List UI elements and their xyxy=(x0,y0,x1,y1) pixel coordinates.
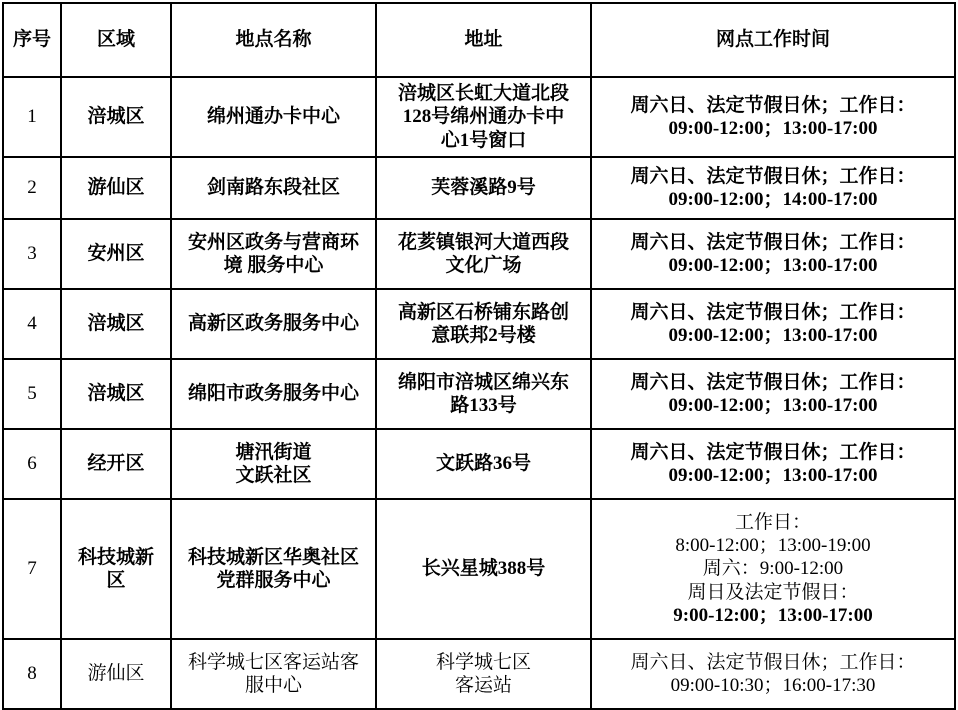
cell-address xyxy=(376,157,591,219)
hours-line: 周六：9:00-12:00 xyxy=(702,558,844,580)
area-line: 科技城新 xyxy=(77,546,154,568)
cell-area: 经开区 xyxy=(61,429,171,499)
service-locations-table xyxy=(2,2,956,710)
cell-seq: 6 xyxy=(3,429,61,499)
table-header xyxy=(3,3,955,77)
cell-seq: 4 xyxy=(3,289,61,359)
hours-line: 周六日、法定节假日休；工作日： xyxy=(630,94,916,116)
cell-location-name xyxy=(171,639,376,709)
hours-line: 09:00-12:00；13:00-17:00 xyxy=(668,255,878,276)
table-row xyxy=(3,77,955,157)
address-line: 心1号窗口 xyxy=(440,129,527,151)
cell-area: 游仙区 xyxy=(61,157,171,219)
cell-address xyxy=(376,289,591,359)
cell-address xyxy=(376,77,591,157)
cell-address xyxy=(376,499,591,639)
location-name-line: 科学城七区客运站客 xyxy=(187,651,359,673)
location-name-line: 塘汛街道 xyxy=(235,441,312,463)
cell-location-name: 高新区政务服务中心 xyxy=(171,289,376,359)
address-line: 长兴星城388号 xyxy=(421,558,546,580)
column-header-area: 区域 xyxy=(61,3,171,77)
cell-location-name: 绵州通办卡中心 xyxy=(171,77,376,157)
address-line: 路133号 xyxy=(450,395,517,416)
address-line: 科学城七区 xyxy=(435,651,531,673)
cell-address xyxy=(376,219,591,289)
column-header-location-name: 地点名称 xyxy=(171,3,376,77)
cell-location-name xyxy=(171,499,376,639)
table-header-row xyxy=(3,3,955,77)
hours-line: 周六日、法定节假日休；工作日： xyxy=(630,231,916,253)
hours-line: 周六日、法定节假日休；工作日： xyxy=(630,371,916,393)
cell-area: 涪城区 xyxy=(61,359,171,429)
cell-hours xyxy=(591,219,955,289)
cell-seq: 3 xyxy=(3,219,61,289)
cell-seq: 1 xyxy=(3,77,61,157)
hours-line: 09:00-12:00；13:00-17:00 xyxy=(668,395,878,416)
cell-seq: 7 xyxy=(3,499,61,639)
hours-line: 09:00-10:30；16:00-17:30 xyxy=(670,675,876,696)
location-name-line: 党群服务中心 xyxy=(216,570,331,591)
address-line: 文化广场 xyxy=(445,255,522,276)
cell-area: 涪城区 xyxy=(61,77,171,157)
hours-line: 09:00-12:00；14:00-17:00 xyxy=(668,189,878,210)
table-row xyxy=(3,429,955,499)
cell-location-name: 绵阳市政务服务中心 xyxy=(171,359,376,429)
column-header-seq: 序号 xyxy=(3,3,61,77)
cell-address xyxy=(376,639,591,709)
cell-location-name xyxy=(171,429,376,499)
address-line: 文跃路36号 xyxy=(435,453,531,475)
address-line: 花荄镇银河大道西段 xyxy=(397,231,569,253)
table-row xyxy=(3,219,955,289)
column-header-address: 地址 xyxy=(376,3,591,77)
cell-area xyxy=(61,499,171,639)
hours-line: 工作日： xyxy=(734,512,811,534)
cell-location-name xyxy=(171,219,376,289)
hours-line: 周六日、法定节假日休；工作日： xyxy=(630,301,916,323)
cell-seq: 8 xyxy=(3,639,61,709)
table-row xyxy=(3,359,955,429)
address-line: 涪城区长虹大道北段 xyxy=(397,83,569,105)
hours-line: 8:00-12:00；13:00-19:00 xyxy=(675,535,871,557)
address-line: 绵阳市涪城区绵兴东 xyxy=(397,371,569,393)
location-name-line: 科技城新区华奥社区 xyxy=(187,546,359,568)
cell-area: 游仙区 xyxy=(61,639,171,709)
location-name-line: 文跃社区 xyxy=(235,465,312,486)
hours-line: 09:00-12:00；13:00-17:00 xyxy=(668,118,878,139)
hours-line: 9:00-12:00；13:00-17:00 xyxy=(673,604,873,626)
cell-hours xyxy=(591,639,955,709)
cell-address xyxy=(376,429,591,499)
hours-line: 周六日、法定节假日休；工作日： xyxy=(630,441,916,463)
document-page xyxy=(0,2,958,696)
address-line: 客运站 xyxy=(454,675,512,696)
cell-hours xyxy=(591,359,955,429)
cell-area: 涪城区 xyxy=(61,289,171,359)
area-line: 区 xyxy=(106,570,126,591)
location-name-line: 服中心 xyxy=(244,675,302,696)
cell-area: 安州区 xyxy=(61,219,171,289)
cell-hours xyxy=(591,499,955,639)
address-line: 芙蓉溪路9号 xyxy=(431,177,536,199)
column-header-hours: 网点工作时间 xyxy=(591,3,955,77)
cell-address xyxy=(376,359,591,429)
cell-seq: 5 xyxy=(3,359,61,429)
table-row xyxy=(3,639,955,709)
location-name-line: 境 服务中心 xyxy=(223,255,324,276)
cell-seq: 2 xyxy=(3,157,61,219)
hours-line: 周六日、法定节假日休；工作日： xyxy=(630,651,916,673)
hours-line: 周六日、法定节假日休；工作日： xyxy=(630,165,916,187)
table-row xyxy=(3,157,955,219)
hours-line: 周日及法定节假日： xyxy=(687,581,859,603)
table-row xyxy=(3,289,955,359)
cell-hours xyxy=(591,77,955,157)
address-line: 高新区石桥铺东路创 xyxy=(397,301,569,323)
address-line: 128号绵州通办卡中 xyxy=(402,106,565,128)
cell-location-name: 剑南路东段社区 xyxy=(171,157,376,219)
hours-line: 09:00-12:00；13:00-17:00 xyxy=(668,465,878,486)
table-body xyxy=(3,77,955,709)
cell-hours xyxy=(591,429,955,499)
hours-line: 09:00-12:00；13:00-17:00 xyxy=(668,325,878,346)
address-line: 意联邦2号楼 xyxy=(431,325,536,346)
table-row xyxy=(3,499,955,639)
location-name-line: 安州区政务与营商环 xyxy=(187,231,359,253)
cell-hours xyxy=(591,289,955,359)
cell-hours xyxy=(591,157,955,219)
